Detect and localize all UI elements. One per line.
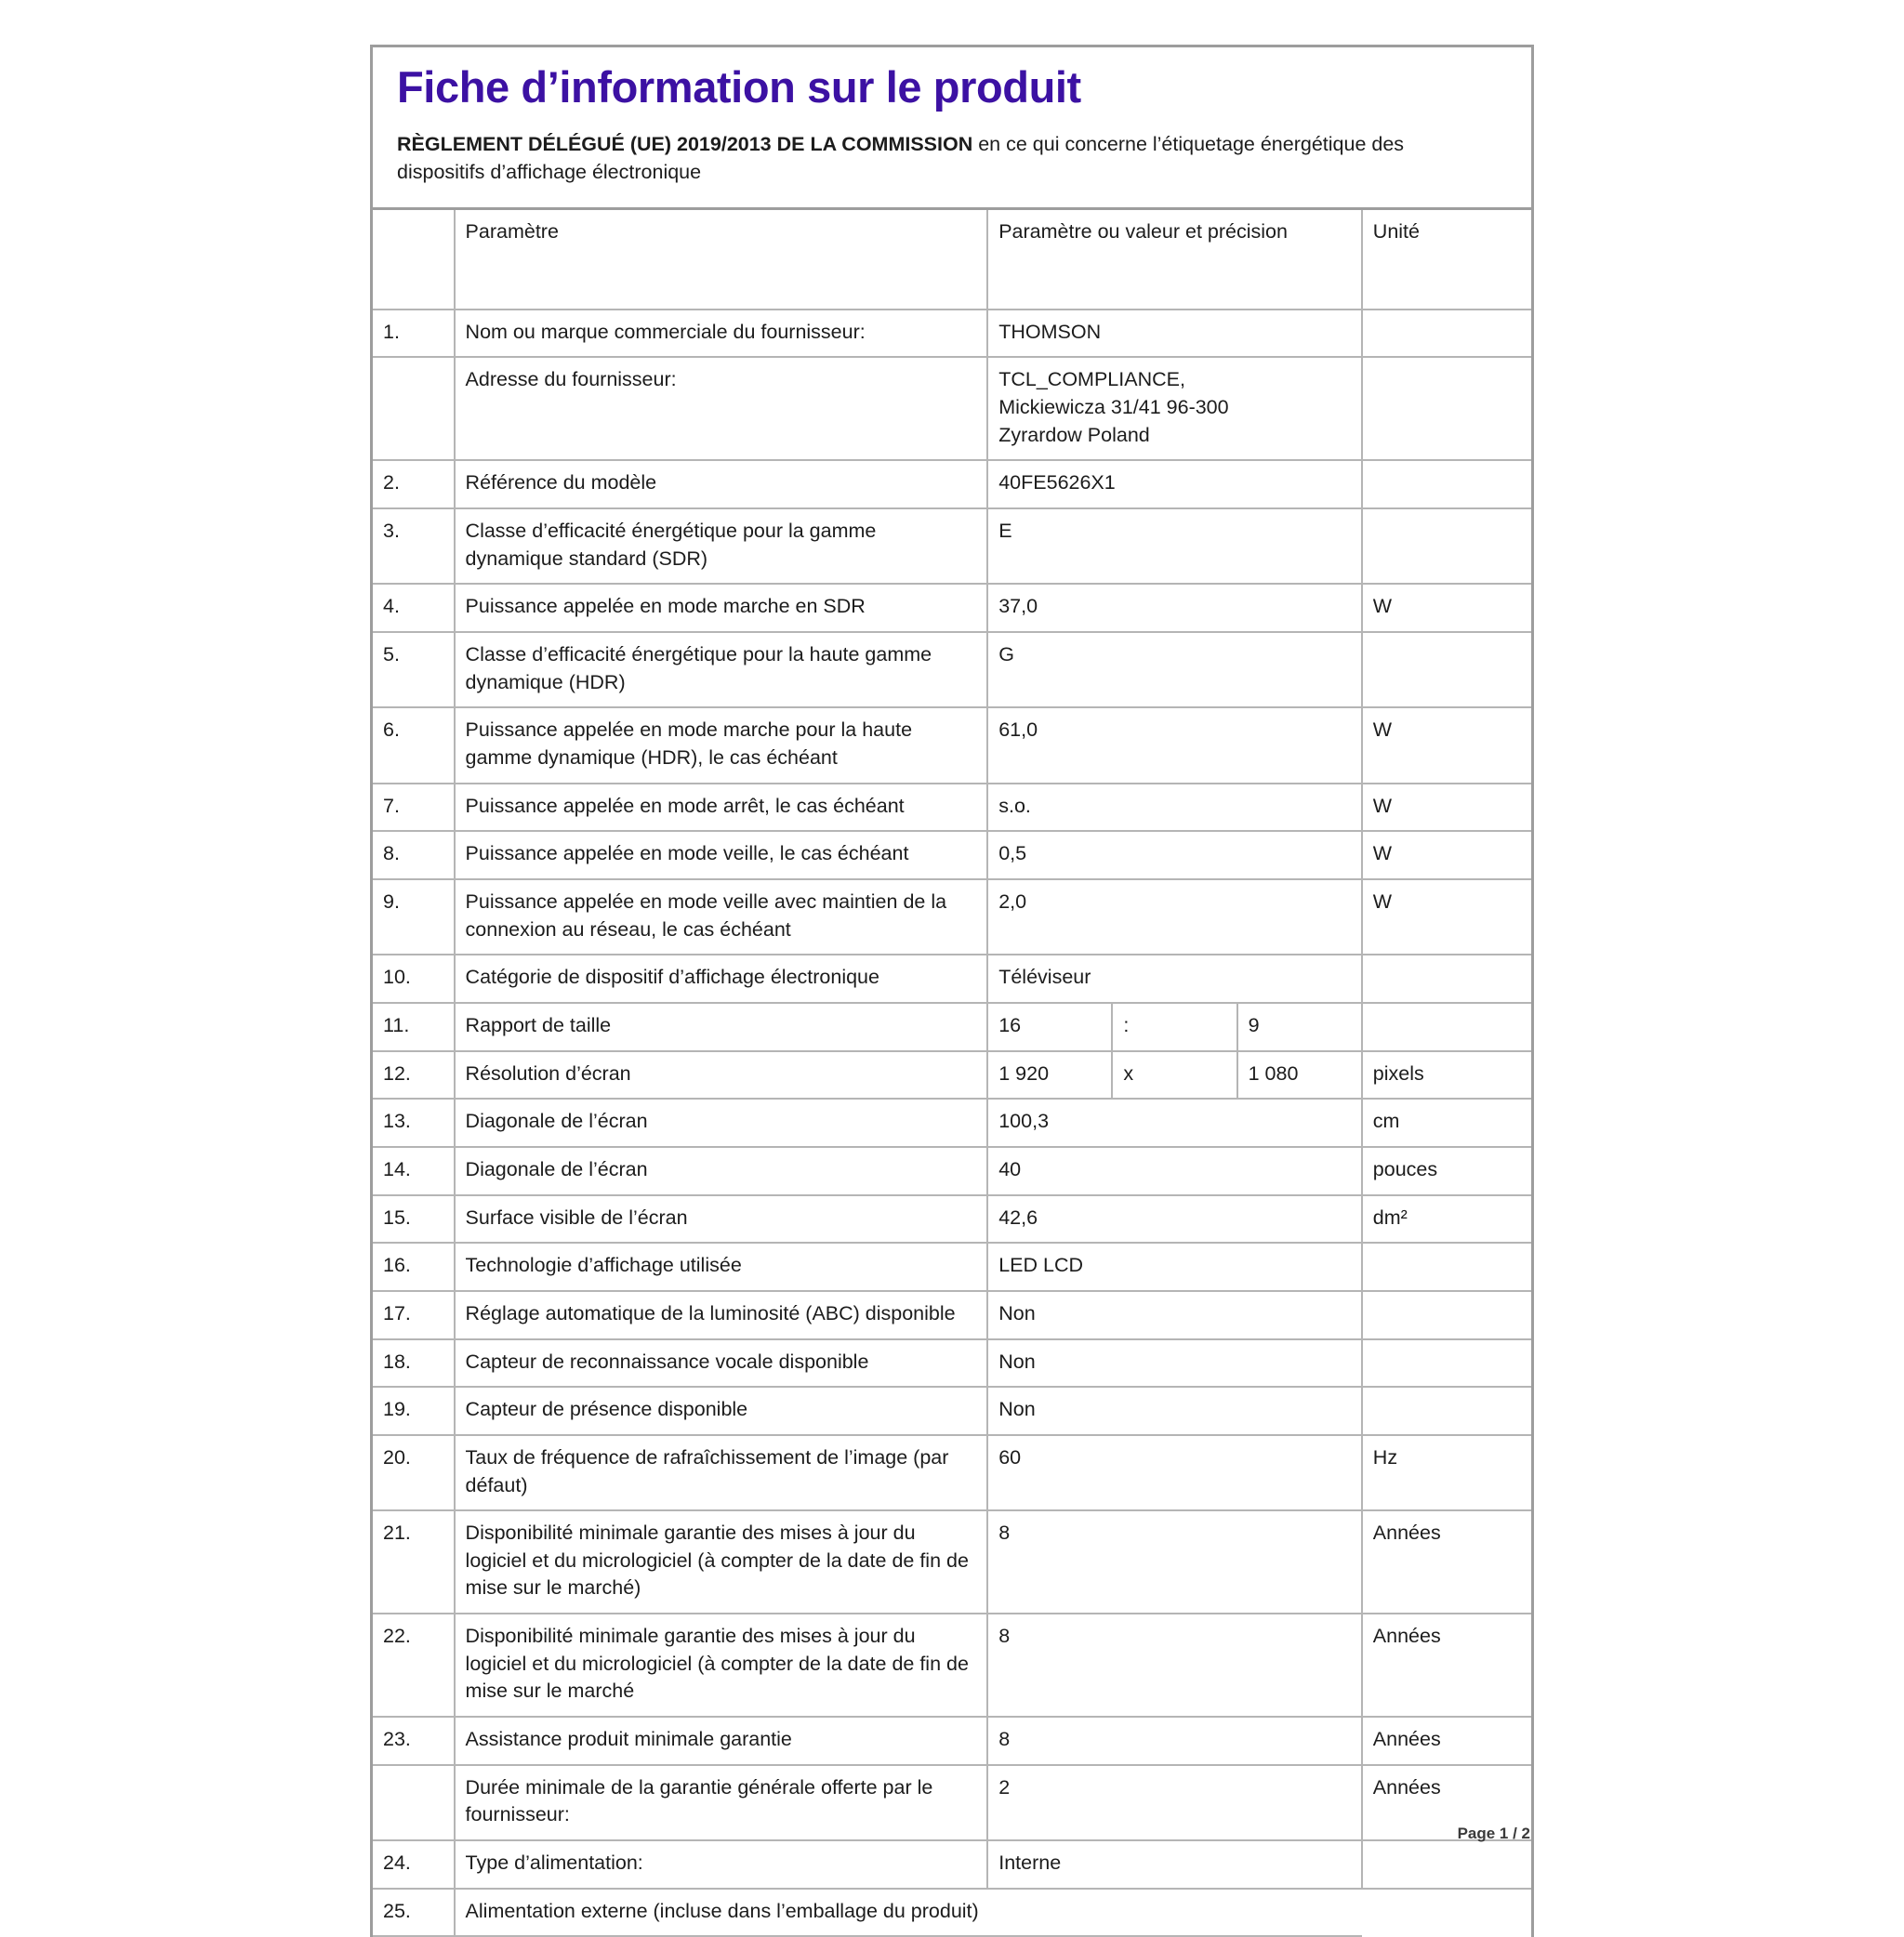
table-row <box>373 1840 1531 1889</box>
row-unit <box>1362 310 1531 358</box>
row-number: 10. <box>373 955 455 1003</box>
column-header-number <box>373 210 455 310</box>
row-unit: cm <box>1362 1099 1531 1147</box>
row-unit <box>1362 1291 1531 1339</box>
row-unit <box>1362 1387 1531 1435</box>
row-value: 61,0 <box>987 707 1362 783</box>
row-number: 19. <box>373 1387 455 1435</box>
row-number: 1. <box>373 310 455 358</box>
row-number: 7. <box>373 784 455 832</box>
row-unit <box>1362 357 1531 460</box>
row-value: TCL_COMPLIANCE, Mickiewicza 31/41 96-300 Zyrardow Poland <box>987 357 1362 460</box>
row-number: 23. <box>373 1717 455 1765</box>
row-parameter: Disponibilité minimale garantie des mises à jour du logiciel et du micrologiciel (à compter de la date de fin de mise sur le marché <box>455 1614 988 1717</box>
table-header <box>373 210 1531 310</box>
row-unit: W <box>1362 879 1531 955</box>
row-unit <box>1362 632 1531 707</box>
row-parameter: Surface visible de l’écran <box>455 1195 988 1244</box>
column-header-value: Paramètre ou valeur et précision <box>987 210 1362 310</box>
row-number: 22. <box>373 1614 455 1717</box>
row-value: Non <box>987 1291 1362 1339</box>
row-value: 100,3 <box>987 1099 1362 1147</box>
row-value-part-3: 1 080 <box>1237 1051 1362 1100</box>
row-unit <box>1362 1243 1531 1291</box>
row-number: 4. <box>373 584 455 632</box>
table-row <box>373 1195 1531 1244</box>
row-parameter: Type d’alimentation: <box>455 1840 988 1889</box>
table-row <box>373 1387 1531 1435</box>
row-number: 11. <box>373 1003 455 1051</box>
row-parameter: Réglage automatique de la luminosité (ABC) disponible <box>455 1291 988 1339</box>
row-unit: pouces <box>1362 1147 1531 1195</box>
row-value: 40FE5626X1 <box>987 460 1362 508</box>
row-parameter: Technologie d’affichage utilisée <box>455 1243 988 1291</box>
column-header-parameter: Paramètre <box>455 210 988 310</box>
table-row <box>373 707 1531 783</box>
row-parameter: Adresse du fournisseur: <box>455 357 988 460</box>
row-value: 8 <box>987 1717 1362 1765</box>
table-row <box>373 1099 1531 1147</box>
product-information-sheet <box>370 45 1534 1937</box>
row-unit: Années <box>1362 1510 1531 1614</box>
row-value: Non <box>987 1339 1362 1388</box>
column-header-unit: Unité <box>1362 210 1531 310</box>
row-number: 25. <box>373 1889 455 1937</box>
row-number: 24. <box>373 1840 455 1889</box>
row-parameter: Puissance appelée en mode marche en SDR <box>455 584 988 632</box>
row-value: 42,6 <box>987 1195 1362 1244</box>
row-unit: Années <box>1362 1717 1531 1765</box>
row-parameter: Capteur de présence disponible <box>455 1387 988 1435</box>
row-parameter: Assistance produit minimale garantie <box>455 1717 988 1765</box>
row-number: 12. <box>373 1051 455 1100</box>
row-parameter: Puissance appelée en mode veille, le cas échéant <box>455 831 988 879</box>
table-row <box>373 584 1531 632</box>
row-parameter: Rapport de taille <box>455 1003 988 1051</box>
row-value-part-3: 9 <box>1237 1003 1362 1051</box>
row-value: 60 <box>987 1435 1362 1510</box>
table-row <box>373 831 1531 879</box>
table-row <box>373 460 1531 508</box>
table-row <box>373 1339 1531 1388</box>
row-parameter: Durée minimale de la garantie générale offerte par le fournisseur: <box>455 1765 988 1840</box>
table-row <box>373 1889 1531 1937</box>
row-number: 21. <box>373 1510 455 1614</box>
row-parameter: Alimentation externe (incluse dans l’emballage du produit) <box>455 1889 1362 1937</box>
row-parameter: Classe d’efficacité énergétique pour la haute gamme dynamique (HDR) <box>455 632 988 707</box>
table-row <box>373 357 1531 460</box>
document-subtitle <box>397 130 1480 187</box>
row-unit <box>1362 508 1531 584</box>
table-row <box>373 1510 1531 1614</box>
row-value-part-1: 1 920 <box>987 1051 1112 1100</box>
row-parameter: Classe d’efficacité énergétique pour la gamme dynamique standard (SDR) <box>455 508 988 584</box>
table-row <box>373 879 1531 955</box>
row-value: G <box>987 632 1362 707</box>
row-number: 17. <box>373 1291 455 1339</box>
row-number: 6. <box>373 707 455 783</box>
row-parameter: Puissance appelée en mode marche pour la haute gamme dynamique (HDR), le cas échéant <box>455 707 988 783</box>
row-number: 3. <box>373 508 455 584</box>
row-number: 9. <box>373 879 455 955</box>
table-row <box>373 1051 1531 1100</box>
table-row <box>373 1147 1531 1195</box>
row-number <box>373 357 455 460</box>
row-number: 18. <box>373 1339 455 1388</box>
document-header <box>373 47 1531 210</box>
row-number: 20. <box>373 1435 455 1510</box>
row-parameter: Taux de fréquence de rafraîchissement de l’image (par défaut) <box>455 1435 988 1510</box>
row-parameter: Puissance appelée en mode arrêt, le cas échéant <box>455 784 988 832</box>
row-parameter: Référence du modèle <box>455 460 988 508</box>
row-value: 40 <box>987 1147 1362 1195</box>
row-number: 15. <box>373 1195 455 1244</box>
row-number: 14. <box>373 1147 455 1195</box>
page-title: Fiche d’information sur le produit <box>397 62 1081 112</box>
row-value: 0,5 <box>987 831 1362 879</box>
row-unit <box>1362 1339 1531 1388</box>
row-parameter: Nom ou marque commerciale du fournisseur: <box>455 310 988 358</box>
row-value: THOMSON <box>987 310 1362 358</box>
row-value-part-2: x <box>1112 1051 1236 1100</box>
table-row <box>373 955 1531 1003</box>
row-parameter: Disponibilité minimale garantie des mises à jour du logiciel et du micrologiciel (à compter de la date de fin de mise sur le marché) <box>455 1510 988 1614</box>
row-unit: W <box>1362 707 1531 783</box>
row-unit: dm² <box>1362 1195 1531 1244</box>
row-number: 16. <box>373 1243 455 1291</box>
row-parameter: Diagonale de l’écran <box>455 1147 988 1195</box>
row-value: 37,0 <box>987 584 1362 632</box>
row-unit <box>1362 1840 1531 1889</box>
table-row <box>373 1717 1531 1765</box>
row-value: 2,0 <box>987 879 1362 955</box>
table-row <box>373 784 1531 832</box>
regulation-reference: RÈGLEMENT DÉLÉGUÉ (UE) 2019/2013 DE LA COMMISSION <box>397 132 973 155</box>
row-unit: Hz <box>1362 1435 1531 1510</box>
row-number: 8. <box>373 831 455 879</box>
row-unit: Années <box>1362 1614 1531 1717</box>
table-row <box>373 1435 1531 1510</box>
row-unit <box>1362 460 1531 508</box>
specification-table <box>373 210 1531 1937</box>
row-unit: W <box>1362 784 1531 832</box>
row-unit: pixels <box>1362 1051 1531 1100</box>
row-parameter: Puissance appelée en mode veille avec maintien de la connexion au réseau, le cas échéant <box>455 879 988 955</box>
row-parameter: Catégorie de dispositif d’affichage électronique <box>455 955 988 1003</box>
row-value: s.o. <box>987 784 1362 832</box>
row-parameter: Résolution d’écran <box>455 1051 988 1100</box>
row-parameter: Diagonale de l’écran <box>455 1099 988 1147</box>
row-value: LED LCD <box>987 1243 1362 1291</box>
table-row <box>373 1291 1531 1339</box>
row-value: Téléviseur <box>987 955 1362 1003</box>
table-row <box>373 1243 1531 1291</box>
row-value-part-1: 16 <box>987 1003 1112 1051</box>
row-unit <box>1362 955 1531 1003</box>
row-unit <box>1362 1003 1531 1051</box>
row-number: 13. <box>373 1099 455 1147</box>
row-number: 5. <box>373 632 455 707</box>
table-row <box>373 1003 1531 1051</box>
table-row <box>373 310 1531 358</box>
row-unit: W <box>1362 831 1531 879</box>
regulation-scope: en ce qui concerne l’étiquetage énergétique des dispositifs d’affichage électronique <box>397 132 1405 184</box>
table-row <box>373 632 1531 707</box>
table-row <box>373 508 1531 584</box>
page-footer: Page 1 / 2 <box>1457 1825 1530 1842</box>
row-value: E <box>987 508 1362 584</box>
row-value: 8 <box>987 1510 1362 1614</box>
row-value: Non <box>987 1387 1362 1435</box>
row-value: 2 <box>987 1765 1362 1840</box>
row-value-part-2: : <box>1112 1003 1236 1051</box>
table-row <box>373 1614 1531 1717</box>
row-value: 8 <box>987 1614 1362 1717</box>
row-unit: W <box>1362 584 1531 632</box>
row-value: Interne <box>987 1840 1362 1889</box>
row-number: 2. <box>373 460 455 508</box>
row-unit: Années <box>1362 1765 1531 1840</box>
row-parameter: Capteur de reconnaissance vocale disponible <box>455 1339 988 1388</box>
table-header-row <box>373 210 1531 310</box>
table-body <box>373 310 1531 1937</box>
